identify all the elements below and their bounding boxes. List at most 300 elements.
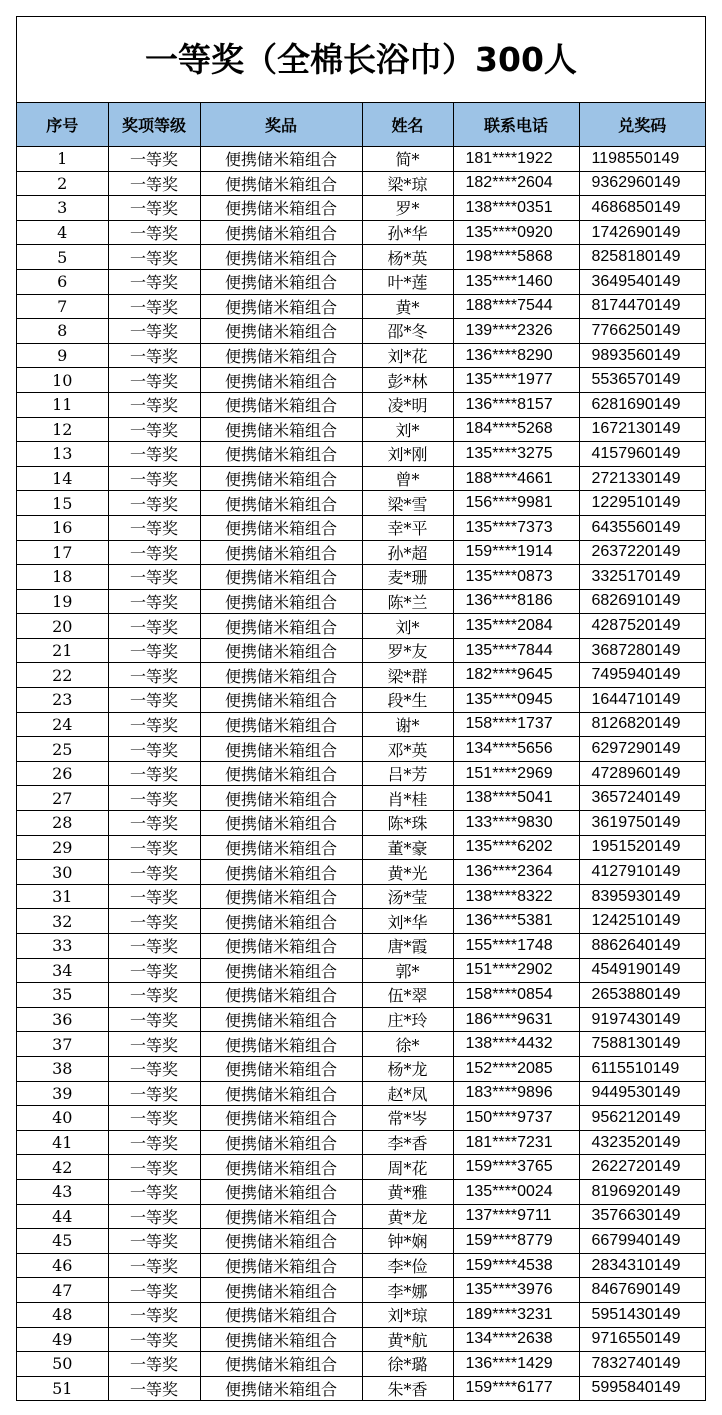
cell-seq: 43	[17, 1179, 108, 1204]
cell-redeem-code: 9562120149	[579, 1106, 705, 1131]
cell-phone: 188****7544	[453, 294, 579, 319]
cell-redeem-code: 5995840149	[579, 1376, 705, 1400]
cell-prize: 便携储米箱组合	[200, 638, 362, 663]
table-row	[17, 1376, 705, 1400]
cell-name: 段*生	[362, 688, 453, 713]
cell-redeem-code: 6297290149	[579, 737, 705, 762]
cell-phone: 138****5041	[453, 786, 579, 811]
cell-name: 陈*兰	[362, 589, 453, 614]
cell-phone: 198****5868	[453, 245, 579, 270]
cell-redeem-code: 7832740149	[579, 1352, 705, 1377]
cell-redeem-code: 6679940149	[579, 1229, 705, 1254]
table-row	[17, 1253, 705, 1278]
cell-seq: 9	[17, 343, 108, 368]
cell-seq: 4	[17, 220, 108, 245]
table-row	[17, 343, 705, 368]
cell-seq: 32	[17, 909, 108, 934]
cell-name: 刘*华	[362, 909, 453, 934]
cell-seq: 28	[17, 811, 108, 836]
table-row	[17, 860, 705, 885]
cell-prize-level: 一等奖	[108, 688, 200, 713]
cell-phone: 158****1737	[453, 712, 579, 737]
cell-phone: 135****0920	[453, 220, 579, 245]
cell-phone: 137****9711	[453, 1204, 579, 1229]
cell-seq: 50	[17, 1352, 108, 1377]
cell-prize-level: 一等奖	[108, 515, 200, 540]
cell-name: 麦*珊	[362, 565, 453, 590]
cell-seq: 35	[17, 983, 108, 1008]
cell-prize: 便携储米箱组合	[200, 196, 362, 221]
cell-redeem-code: 6115510149	[579, 1056, 705, 1081]
table-row	[17, 958, 705, 983]
cell-redeem-code: 3325170149	[579, 565, 705, 590]
cell-redeem-code: 5536570149	[579, 368, 705, 393]
cell-seq: 45	[17, 1229, 108, 1254]
cell-redeem-code: 1644710149	[579, 688, 705, 713]
cell-name: 黄*	[362, 294, 453, 319]
cell-prize: 便携储米箱组合	[200, 1081, 362, 1106]
table-row	[17, 1302, 705, 1327]
cell-phone: 181****7231	[453, 1130, 579, 1155]
table-row	[17, 220, 705, 245]
table-body	[17, 147, 705, 1401]
cell-prize: 便携储米箱组合	[200, 294, 362, 319]
cell-redeem-code: 4549190149	[579, 958, 705, 983]
cell-prize-level: 一等奖	[108, 171, 200, 196]
cell-phone: 189****3231	[453, 1302, 579, 1327]
table-row	[17, 442, 705, 467]
cell-prize: 便携储米箱组合	[200, 663, 362, 688]
cell-seq: 24	[17, 712, 108, 737]
cell-prize-level: 一等奖	[108, 786, 200, 811]
cell-prize: 便携储米箱组合	[200, 245, 362, 270]
cell-prize: 便携储米箱组合	[200, 540, 362, 565]
cell-prize-level: 一等奖	[108, 442, 200, 467]
cell-redeem-code: 1951520149	[579, 835, 705, 860]
cell-prize-level: 一等奖	[108, 983, 200, 1008]
cell-phone: 136****8157	[453, 392, 579, 417]
cell-prize-level: 一等奖	[108, 491, 200, 516]
cell-name: 刘*刚	[362, 442, 453, 467]
table-row	[17, 1204, 705, 1229]
cell-prize: 便携储米箱组合	[200, 1278, 362, 1303]
table-row	[17, 761, 705, 786]
cell-redeem-code: 2721330149	[579, 466, 705, 491]
cell-prize-level: 一等奖	[108, 835, 200, 860]
cell-prize-level: 一等奖	[108, 1081, 200, 1106]
cell-prize-level: 一等奖	[108, 392, 200, 417]
cell-prize: 便携储米箱组合	[200, 983, 362, 1008]
cell-redeem-code: 1229510149	[579, 491, 705, 516]
header-seq: 序号	[17, 103, 108, 147]
cell-prize: 便携储米箱组合	[200, 1253, 362, 1278]
table-row	[17, 1155, 705, 1180]
cell-phone: 159****4538	[453, 1253, 579, 1278]
cell-seq: 30	[17, 860, 108, 885]
cell-redeem-code: 2637220149	[579, 540, 705, 565]
table-row	[17, 565, 705, 590]
winner-list-sheet	[16, 16, 706, 1401]
table-row	[17, 294, 705, 319]
cell-prize: 便携储米箱组合	[200, 786, 362, 811]
cell-prize-level: 一等奖	[108, 1007, 200, 1032]
cell-redeem-code: 9716550149	[579, 1327, 705, 1352]
cell-seq: 40	[17, 1106, 108, 1131]
cell-prize: 便携储米箱组合	[200, 811, 362, 836]
cell-redeem-code: 7495940149	[579, 663, 705, 688]
cell-prize-level: 一等奖	[108, 663, 200, 688]
table-row	[17, 1179, 705, 1204]
table-row	[17, 1229, 705, 1254]
cell-seq: 25	[17, 737, 108, 762]
cell-redeem-code: 3649540149	[579, 269, 705, 294]
cell-prize: 便携储米箱组合	[200, 491, 362, 516]
cell-prize: 便携储米箱组合	[200, 1106, 362, 1131]
cell-phone: 135****6202	[453, 835, 579, 860]
cell-phone: 135****1460	[453, 269, 579, 294]
cell-redeem-code: 2622720149	[579, 1155, 705, 1180]
cell-phone: 136****8290	[453, 343, 579, 368]
cell-prize-level: 一等奖	[108, 1179, 200, 1204]
cell-redeem-code: 4157960149	[579, 442, 705, 467]
cell-phone: 150****9737	[453, 1106, 579, 1131]
cell-seq: 12	[17, 417, 108, 442]
cell-phone: 135****3275	[453, 442, 579, 467]
cell-seq: 6	[17, 269, 108, 294]
cell-seq: 41	[17, 1130, 108, 1155]
cell-phone: 159****6177	[453, 1376, 579, 1400]
cell-redeem-code: 3687280149	[579, 638, 705, 663]
cell-name: 罗*友	[362, 638, 453, 663]
cell-prize-level: 一等奖	[108, 1352, 200, 1377]
cell-name: 梁*群	[362, 663, 453, 688]
cell-prize: 便携储米箱组合	[200, 1130, 362, 1155]
cell-phone: 135****0873	[453, 565, 579, 590]
cell-prize-level: 一等奖	[108, 147, 200, 172]
cell-prize: 便携储米箱组合	[200, 269, 362, 294]
cell-redeem-code: 2834310149	[579, 1253, 705, 1278]
cell-name: 刘*琼	[362, 1302, 453, 1327]
cell-name: 汤*莹	[362, 884, 453, 909]
cell-seq: 48	[17, 1302, 108, 1327]
cell-prize-level: 一等奖	[108, 1204, 200, 1229]
table-row	[17, 1278, 705, 1303]
table-row	[17, 737, 705, 762]
cell-redeem-code: 1198550149	[579, 147, 705, 172]
cell-name: 庄*玲	[362, 1007, 453, 1032]
header-phone: 联系电话	[453, 103, 579, 147]
cell-name: 李*香	[362, 1130, 453, 1155]
cell-prize: 便携储米箱组合	[200, 343, 362, 368]
cell-name: 常*岑	[362, 1106, 453, 1131]
cell-prize: 便携储米箱组合	[200, 688, 362, 713]
cell-seq: 15	[17, 491, 108, 516]
cell-prize-level: 一等奖	[108, 737, 200, 762]
table-row	[17, 515, 705, 540]
cell-phone: 181****1922	[453, 147, 579, 172]
cell-name: 曾*	[362, 466, 453, 491]
cell-seq: 14	[17, 466, 108, 491]
cell-name: 邵*冬	[362, 319, 453, 344]
cell-prize: 便携储米箱组合	[200, 737, 362, 762]
cell-seq: 42	[17, 1155, 108, 1180]
cell-prize-level: 一等奖	[108, 368, 200, 393]
cell-prize: 便携储米箱组合	[200, 319, 362, 344]
cell-phone: 152****2085	[453, 1056, 579, 1081]
cell-name: 孙*华	[362, 220, 453, 245]
cell-name: 孙*超	[362, 540, 453, 565]
cell-name: 郭*	[362, 958, 453, 983]
cell-redeem-code: 7766250149	[579, 319, 705, 344]
cell-prize-level: 一等奖	[108, 466, 200, 491]
cell-prize-level: 一等奖	[108, 269, 200, 294]
table-row	[17, 1032, 705, 1057]
cell-seq: 37	[17, 1032, 108, 1057]
cell-prize-level: 一等奖	[108, 638, 200, 663]
cell-seq: 22	[17, 663, 108, 688]
cell-prize: 便携储米箱组合	[200, 884, 362, 909]
cell-prize-level: 一等奖	[108, 1056, 200, 1081]
cell-phone: 184****5268	[453, 417, 579, 442]
table-row	[17, 909, 705, 934]
cell-prize: 便携储米箱组合	[200, 392, 362, 417]
cell-name: 黄*光	[362, 860, 453, 885]
cell-prize-level: 一等奖	[108, 294, 200, 319]
cell-seq: 3	[17, 196, 108, 221]
cell-prize-level: 一等奖	[108, 1155, 200, 1180]
cell-redeem-code: 4287520149	[579, 614, 705, 639]
cell-prize: 便携储米箱组合	[200, 712, 362, 737]
cell-seq: 34	[17, 958, 108, 983]
cell-prize: 便携储米箱组合	[200, 614, 362, 639]
cell-name: 黄*龙	[362, 1204, 453, 1229]
cell-seq: 7	[17, 294, 108, 319]
cell-prize-level: 一等奖	[108, 245, 200, 270]
cell-prize: 便携储米箱组合	[200, 147, 362, 172]
cell-redeem-code: 9893560149	[579, 343, 705, 368]
cell-name: 李*俭	[362, 1253, 453, 1278]
cell-phone: 155****1748	[453, 934, 579, 959]
cell-redeem-code: 8196920149	[579, 1179, 705, 1204]
table-row	[17, 147, 705, 172]
cell-prize-level: 一等奖	[108, 909, 200, 934]
table-row	[17, 1081, 705, 1106]
cell-redeem-code: 4127910149	[579, 860, 705, 885]
cell-seq: 47	[17, 1278, 108, 1303]
cell-seq: 21	[17, 638, 108, 663]
cell-prize: 便携储米箱组合	[200, 860, 362, 885]
cell-prize: 便携储米箱组合	[200, 1155, 362, 1180]
table-row	[17, 688, 705, 713]
cell-name: 杨*英	[362, 245, 453, 270]
cell-prize: 便携储米箱组合	[200, 835, 362, 860]
cell-seq: 46	[17, 1253, 108, 1278]
cell-prize: 便携储米箱组合	[200, 368, 362, 393]
cell-redeem-code: 3576630149	[579, 1204, 705, 1229]
cell-name: 李*娜	[362, 1278, 453, 1303]
cell-name: 刘*花	[362, 343, 453, 368]
cell-prize: 便携储米箱组合	[200, 442, 362, 467]
cell-seq: 20	[17, 614, 108, 639]
cell-prize-level: 一等奖	[108, 540, 200, 565]
cell-prize-level: 一等奖	[108, 196, 200, 221]
cell-prize-level: 一等奖	[108, 1253, 200, 1278]
cell-phone: 136****8186	[453, 589, 579, 614]
cell-phone: 135****0945	[453, 688, 579, 713]
cell-prize: 便携储米箱组合	[200, 761, 362, 786]
cell-name: 陈*珠	[362, 811, 453, 836]
cell-phone: 159****3765	[453, 1155, 579, 1180]
cell-prize: 便携储米箱组合	[200, 565, 362, 590]
table-row	[17, 1007, 705, 1032]
table-row	[17, 491, 705, 516]
cell-name: 梁*雪	[362, 491, 453, 516]
table-row	[17, 589, 705, 614]
cell-name: 罗*	[362, 196, 453, 221]
table-row	[17, 663, 705, 688]
cell-name: 幸*平	[362, 515, 453, 540]
cell-seq: 8	[17, 319, 108, 344]
cell-redeem-code: 8395930149	[579, 884, 705, 909]
table-row	[17, 1352, 705, 1377]
cell-name: 吕*芳	[362, 761, 453, 786]
cell-prize: 便携储米箱组合	[200, 934, 362, 959]
cell-phone: 138****0351	[453, 196, 579, 221]
cell-prize-level: 一等奖	[108, 614, 200, 639]
cell-redeem-code: 3657240149	[579, 786, 705, 811]
cell-redeem-code: 1242510149	[579, 909, 705, 934]
cell-redeem-code: 4728960149	[579, 761, 705, 786]
cell-prize: 便携储米箱组合	[200, 1032, 362, 1057]
cell-prize: 便携储米箱组合	[200, 958, 362, 983]
cell-seq: 29	[17, 835, 108, 860]
cell-seq: 19	[17, 589, 108, 614]
cell-phone: 186****9631	[453, 1007, 579, 1032]
cell-phone: 135****1977	[453, 368, 579, 393]
header-prize: 奖品	[200, 103, 362, 147]
cell-name: 董*豪	[362, 835, 453, 860]
cell-phone: 135****7373	[453, 515, 579, 540]
cell-prize-level: 一等奖	[108, 417, 200, 442]
cell-prize: 便携储米箱组合	[200, 1204, 362, 1229]
cell-seq: 39	[17, 1081, 108, 1106]
cell-seq: 18	[17, 565, 108, 590]
cell-phone: 139****2326	[453, 319, 579, 344]
cell-seq: 5	[17, 245, 108, 270]
cell-seq: 1	[17, 147, 108, 172]
cell-name: 凌*明	[362, 392, 453, 417]
cell-redeem-code: 8126820149	[579, 712, 705, 737]
cell-redeem-code: 7588130149	[579, 1032, 705, 1057]
table-row	[17, 884, 705, 909]
cell-redeem-code: 5951430149	[579, 1302, 705, 1327]
cell-seq: 13	[17, 442, 108, 467]
cell-name: 谢*	[362, 712, 453, 737]
cell-prize-level: 一等奖	[108, 220, 200, 245]
cell-name: 周*花	[362, 1155, 453, 1180]
cell-redeem-code: 4323520149	[579, 1130, 705, 1155]
cell-prize-level: 一等奖	[108, 565, 200, 590]
table-row	[17, 392, 705, 417]
cell-prize-level: 一等奖	[108, 761, 200, 786]
cell-seq: 11	[17, 392, 108, 417]
cell-seq: 16	[17, 515, 108, 540]
cell-phone: 151****2969	[453, 761, 579, 786]
cell-prize: 便携储米箱组合	[200, 1056, 362, 1081]
cell-prize-level: 一等奖	[108, 1327, 200, 1352]
cell-name: 赵*凤	[362, 1081, 453, 1106]
cell-seq: 33	[17, 934, 108, 959]
table-row	[17, 540, 705, 565]
cell-redeem-code: 8174470149	[579, 294, 705, 319]
cell-phone: 135****2084	[453, 614, 579, 639]
cell-prize: 便携储米箱组合	[200, 1376, 362, 1400]
cell-redeem-code: 9362960149	[579, 171, 705, 196]
table-row	[17, 1130, 705, 1155]
table-row	[17, 417, 705, 442]
cell-prize-level: 一等奖	[108, 1376, 200, 1400]
cell-prize: 便携储米箱组合	[200, 1302, 362, 1327]
table-row	[17, 835, 705, 860]
cell-seq: 51	[17, 1376, 108, 1400]
table-row	[17, 1106, 705, 1131]
cell-name: 徐*璐	[362, 1352, 453, 1377]
cell-redeem-code: 4686850149	[579, 196, 705, 221]
cell-phone: 135****0024	[453, 1179, 579, 1204]
cell-phone: 159****8779	[453, 1229, 579, 1254]
cell-seq: 36	[17, 1007, 108, 1032]
cell-prize-level: 一等奖	[108, 934, 200, 959]
table-row	[17, 196, 705, 221]
cell-prize: 便携储米箱组合	[200, 515, 362, 540]
cell-seq: 26	[17, 761, 108, 786]
cell-prize: 便携储米箱组合	[200, 589, 362, 614]
cell-name: 黄*航	[362, 1327, 453, 1352]
cell-name: 徐*	[362, 1032, 453, 1057]
cell-prize-level: 一等奖	[108, 1032, 200, 1057]
cell-phone: 138****8322	[453, 884, 579, 909]
table-row	[17, 786, 705, 811]
table-row	[17, 171, 705, 196]
table-row	[17, 1327, 705, 1352]
cell-phone: 133****9830	[453, 811, 579, 836]
cell-redeem-code: 3619750149	[579, 811, 705, 836]
cell-phone: 135****3976	[453, 1278, 579, 1303]
cell-redeem-code: 8258180149	[579, 245, 705, 270]
cell-seq: 49	[17, 1327, 108, 1352]
table-row	[17, 638, 705, 663]
cell-prize: 便携储米箱组合	[200, 220, 362, 245]
cell-prize: 便携储米箱组合	[200, 1327, 362, 1352]
cell-seq: 2	[17, 171, 108, 196]
cell-prize: 便携储米箱组合	[200, 417, 362, 442]
cell-name: 肖*桂	[362, 786, 453, 811]
table-header-row	[17, 103, 705, 147]
cell-phone: 182****9645	[453, 663, 579, 688]
cell-name: 简*	[362, 147, 453, 172]
header-code: 兑奖码	[579, 103, 705, 147]
cell-prize-level: 一等奖	[108, 1278, 200, 1303]
cell-phone: 156****9981	[453, 491, 579, 516]
cell-prize-level: 一等奖	[108, 1302, 200, 1327]
cell-prize-level: 一等奖	[108, 958, 200, 983]
table-row	[17, 1056, 705, 1081]
table-row	[17, 319, 705, 344]
cell-prize: 便携储米箱组合	[200, 1007, 362, 1032]
table-row	[17, 983, 705, 1008]
table-row	[17, 245, 705, 270]
cell-prize: 便携储米箱组合	[200, 909, 362, 934]
